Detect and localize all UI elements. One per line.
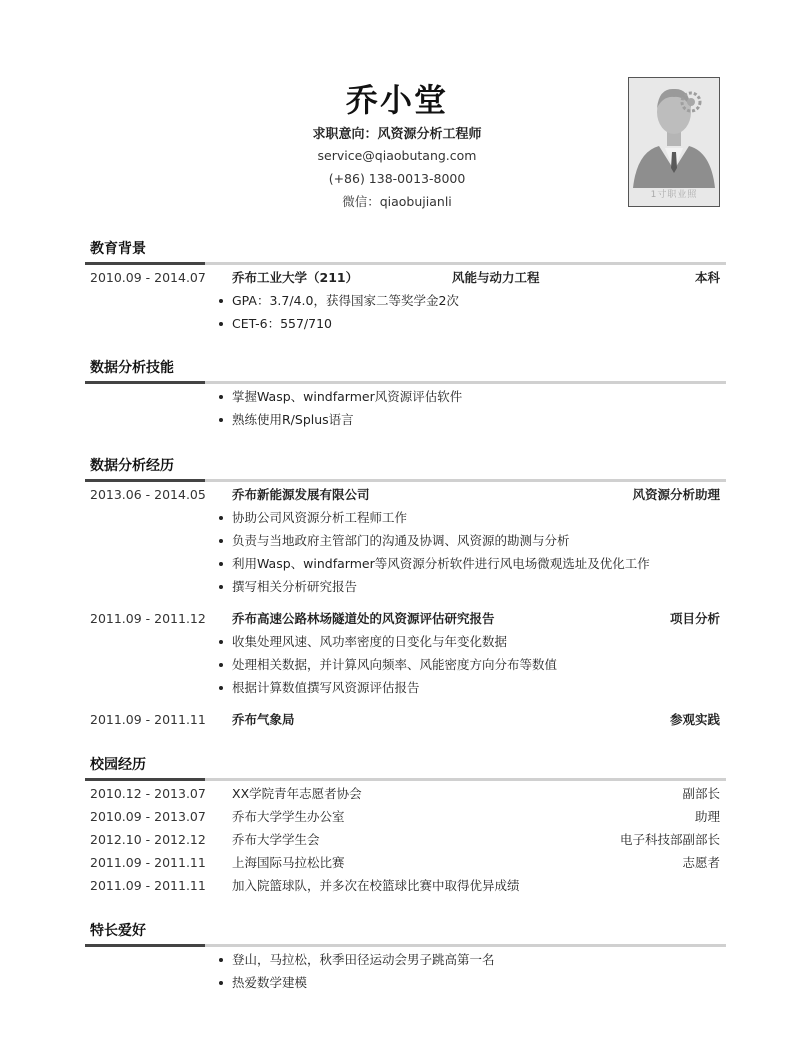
list-item: GPA：3.7/4.0，获得国家二等奖学金2次 bbox=[85, 289, 726, 312]
organization: 乔布大学学生会 bbox=[232, 832, 320, 847]
degree: 本科 bbox=[694, 270, 720, 285]
list-item: 负责与当地政府主管部门的沟通及协调、风资源的勘测与分析 bbox=[85, 529, 726, 552]
list-item: 热爱数学建模 bbox=[85, 971, 726, 994]
entry-date: 2011.09 - 2011.11 bbox=[90, 855, 206, 870]
organization: 加入院篮球队，并多次在校篮球比赛中取得优异成绩 bbox=[232, 878, 520, 893]
bullet-list bbox=[85, 948, 726, 994]
role: 副部长 bbox=[682, 786, 720, 801]
experience-section bbox=[85, 455, 726, 731]
entry-date: 2011.09 - 2011.11 bbox=[90, 712, 206, 727]
campus-section bbox=[85, 754, 726, 897]
section-title: 数据分析经历 bbox=[90, 458, 174, 474]
list-item: 掌握Wasp、windfarmer风资源评估软件 bbox=[85, 385, 726, 408]
role: 电子科技部副部长 bbox=[619, 832, 720, 847]
campus-entry bbox=[85, 805, 726, 828]
bullet-list bbox=[85, 385, 726, 431]
job-objective: 求职意向：风资源分析工程师 bbox=[312, 127, 482, 142]
organization: 乔布气象局 bbox=[232, 712, 295, 727]
role: 风资源分析助理 bbox=[632, 487, 720, 502]
list-item: 协助公司风资源分析工程师工作 bbox=[85, 506, 726, 529]
campus-entry bbox=[85, 874, 726, 897]
candidate-name: 乔小堂 bbox=[345, 81, 448, 119]
section-title: 特长爱好 bbox=[90, 923, 146, 939]
hobbies-section bbox=[85, 920, 726, 994]
campus-entry bbox=[85, 828, 726, 851]
section-title: 教育背景 bbox=[90, 241, 146, 257]
campus-entry bbox=[85, 782, 726, 805]
bullet-list bbox=[85, 506, 726, 598]
organization: 乔布大学学生办公室 bbox=[232, 809, 345, 824]
entry-date: 2011.09 - 2011.11 bbox=[90, 878, 206, 893]
bullet-list bbox=[85, 630, 726, 699]
entry-date: 2013.06 - 2014.05 bbox=[90, 487, 206, 502]
list-item: 利用Wasp、windfarmer等风资源分析软件进行风电场微观选址及优化工作 bbox=[85, 552, 726, 575]
section-title: 数据分析技能 bbox=[90, 360, 174, 376]
list-item: 根据计算数值撰写风资源评估报告 bbox=[85, 676, 726, 699]
role: 项目分析 bbox=[669, 611, 720, 626]
list-item: CET-6：557/710 bbox=[85, 312, 726, 335]
photo-caption: 1寸职业照 bbox=[650, 190, 698, 200]
experience-entry bbox=[85, 607, 726, 630]
list-item: 收集处理风速、风功率密度的日变化与年变化数据 bbox=[85, 630, 726, 653]
organization: 上海国际马拉松比赛 bbox=[232, 855, 345, 870]
profile-photo bbox=[628, 77, 720, 207]
bullet-list bbox=[85, 289, 726, 335]
entry-date: 2011.09 - 2011.12 bbox=[90, 611, 206, 626]
major: 风能与动力工程 bbox=[452, 270, 540, 285]
role: 志愿者 bbox=[682, 855, 720, 870]
school-name: 乔布工业大学（211） bbox=[232, 270, 359, 285]
phone: (+86) 138-0013-8000 bbox=[328, 171, 466, 186]
role: 参观实践 bbox=[669, 712, 720, 727]
experience-entry bbox=[85, 483, 726, 506]
entry-date: 2010.09 - 2014.07 bbox=[90, 270, 206, 285]
role: 助理 bbox=[694, 809, 720, 824]
organization: 乔布高速公路林场隧道处的风资源评估研究报告 bbox=[232, 611, 495, 626]
entry-date: 2012.10 - 2012.12 bbox=[90, 832, 206, 847]
entry-date: 2010.12 - 2013.07 bbox=[90, 786, 206, 801]
organization: 乔布新能源发展有限公司 bbox=[232, 487, 370, 502]
section-title: 校园经历 bbox=[90, 757, 146, 773]
wechat: 微信：qiaobujianli bbox=[342, 194, 452, 209]
experience-entry bbox=[85, 708, 726, 731]
list-item: 处理相关数据，并计算风向频率、风能密度方向分布等数值 bbox=[85, 653, 726, 676]
campus-entry bbox=[85, 851, 726, 874]
skills-section bbox=[85, 357, 726, 431]
list-item: 登山，马拉松，秋季田径运动会男子跳高第一名 bbox=[85, 948, 726, 971]
entry-date: 2010.09 - 2013.07 bbox=[90, 809, 206, 824]
list-item: 熟练使用R/Splus语言 bbox=[85, 408, 726, 431]
education-entry bbox=[85, 266, 726, 289]
education-section bbox=[85, 238, 726, 335]
email[interactable]: service@qiaobutang.com bbox=[317, 148, 477, 163]
organization: XX学院青年志愿者协会 bbox=[232, 786, 362, 801]
list-item: 撰写相关分析研究报告 bbox=[85, 575, 726, 598]
